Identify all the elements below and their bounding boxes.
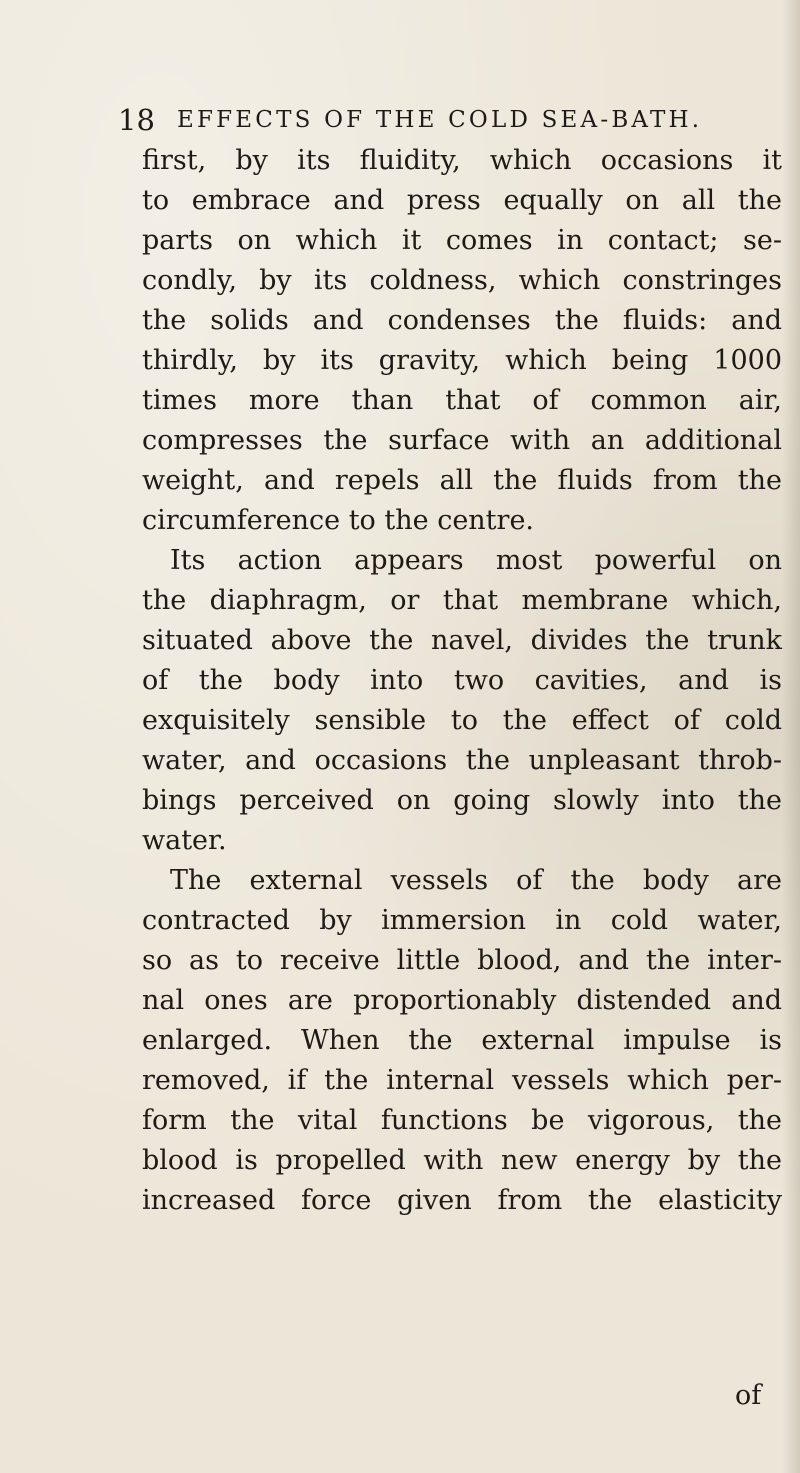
text-line: parts on which it comes in contact; se-: [142, 225, 782, 256]
text-line: compresses the surface with an additional: [142, 425, 782, 456]
running-head: [118, 100, 758, 140]
text-line: thirdly, by its gravity, which being 1000: [142, 345, 782, 376]
text-line: water, and occasions the unpleasant throb-: [142, 745, 782, 776]
text-line: the solids and condenses the fluids: and: [142, 305, 782, 336]
paragraph-start-line: The external vessels of the body are: [170, 865, 782, 896]
running-title: EFFECTS OF THE COLD SEA-BATH.: [177, 107, 703, 133]
paragraph-start-line: Its action appears most powerful on: [170, 545, 782, 576]
catchword: of: [735, 1380, 762, 1411]
text-line: form the vital functions be vigorous, the: [142, 1105, 782, 1136]
text-line: to embrace and press equally on all the: [142, 185, 782, 216]
text-line: condly, by its coldness, which constringes: [142, 265, 782, 296]
text-line: weight, and repels all the fluids from the: [142, 465, 782, 496]
text-line: times more than that of common air,: [142, 385, 782, 416]
text-line: contracted by immersion in cold water,: [142, 905, 782, 936]
text-line: so as to receive little blood, and the inter-: [142, 945, 782, 976]
page-number: 18: [118, 103, 155, 137]
text-line: bings perceived on going slowly into the: [142, 785, 782, 816]
text-line: exquisitely sensible to the effect of cold: [142, 705, 782, 736]
text-line: nal ones are proportionably distended and: [142, 985, 782, 1016]
text-line: removed, if the internal vessels which per-: [142, 1065, 782, 1096]
text-line: first, by its fluidity, which occasions it: [142, 145, 782, 176]
text-line: situated above the navel, divides the trunk: [142, 625, 782, 656]
body-text: [142, 141, 782, 1221]
page-edge-shadow: [782, 0, 800, 1473]
text-line: increased force given from the elasticity: [142, 1185, 782, 1216]
text-line: water.: [142, 825, 227, 856]
text-line: blood is propelled with new energy by the: [142, 1145, 782, 1176]
text-line: the diaphragm, or that membrane which,: [142, 585, 782, 616]
text-line: of the body into two cavities, and is: [142, 665, 782, 696]
text-line: enlarged. When the external impulse is: [142, 1025, 782, 1056]
text-line: circumference to the centre.: [142, 505, 535, 536]
